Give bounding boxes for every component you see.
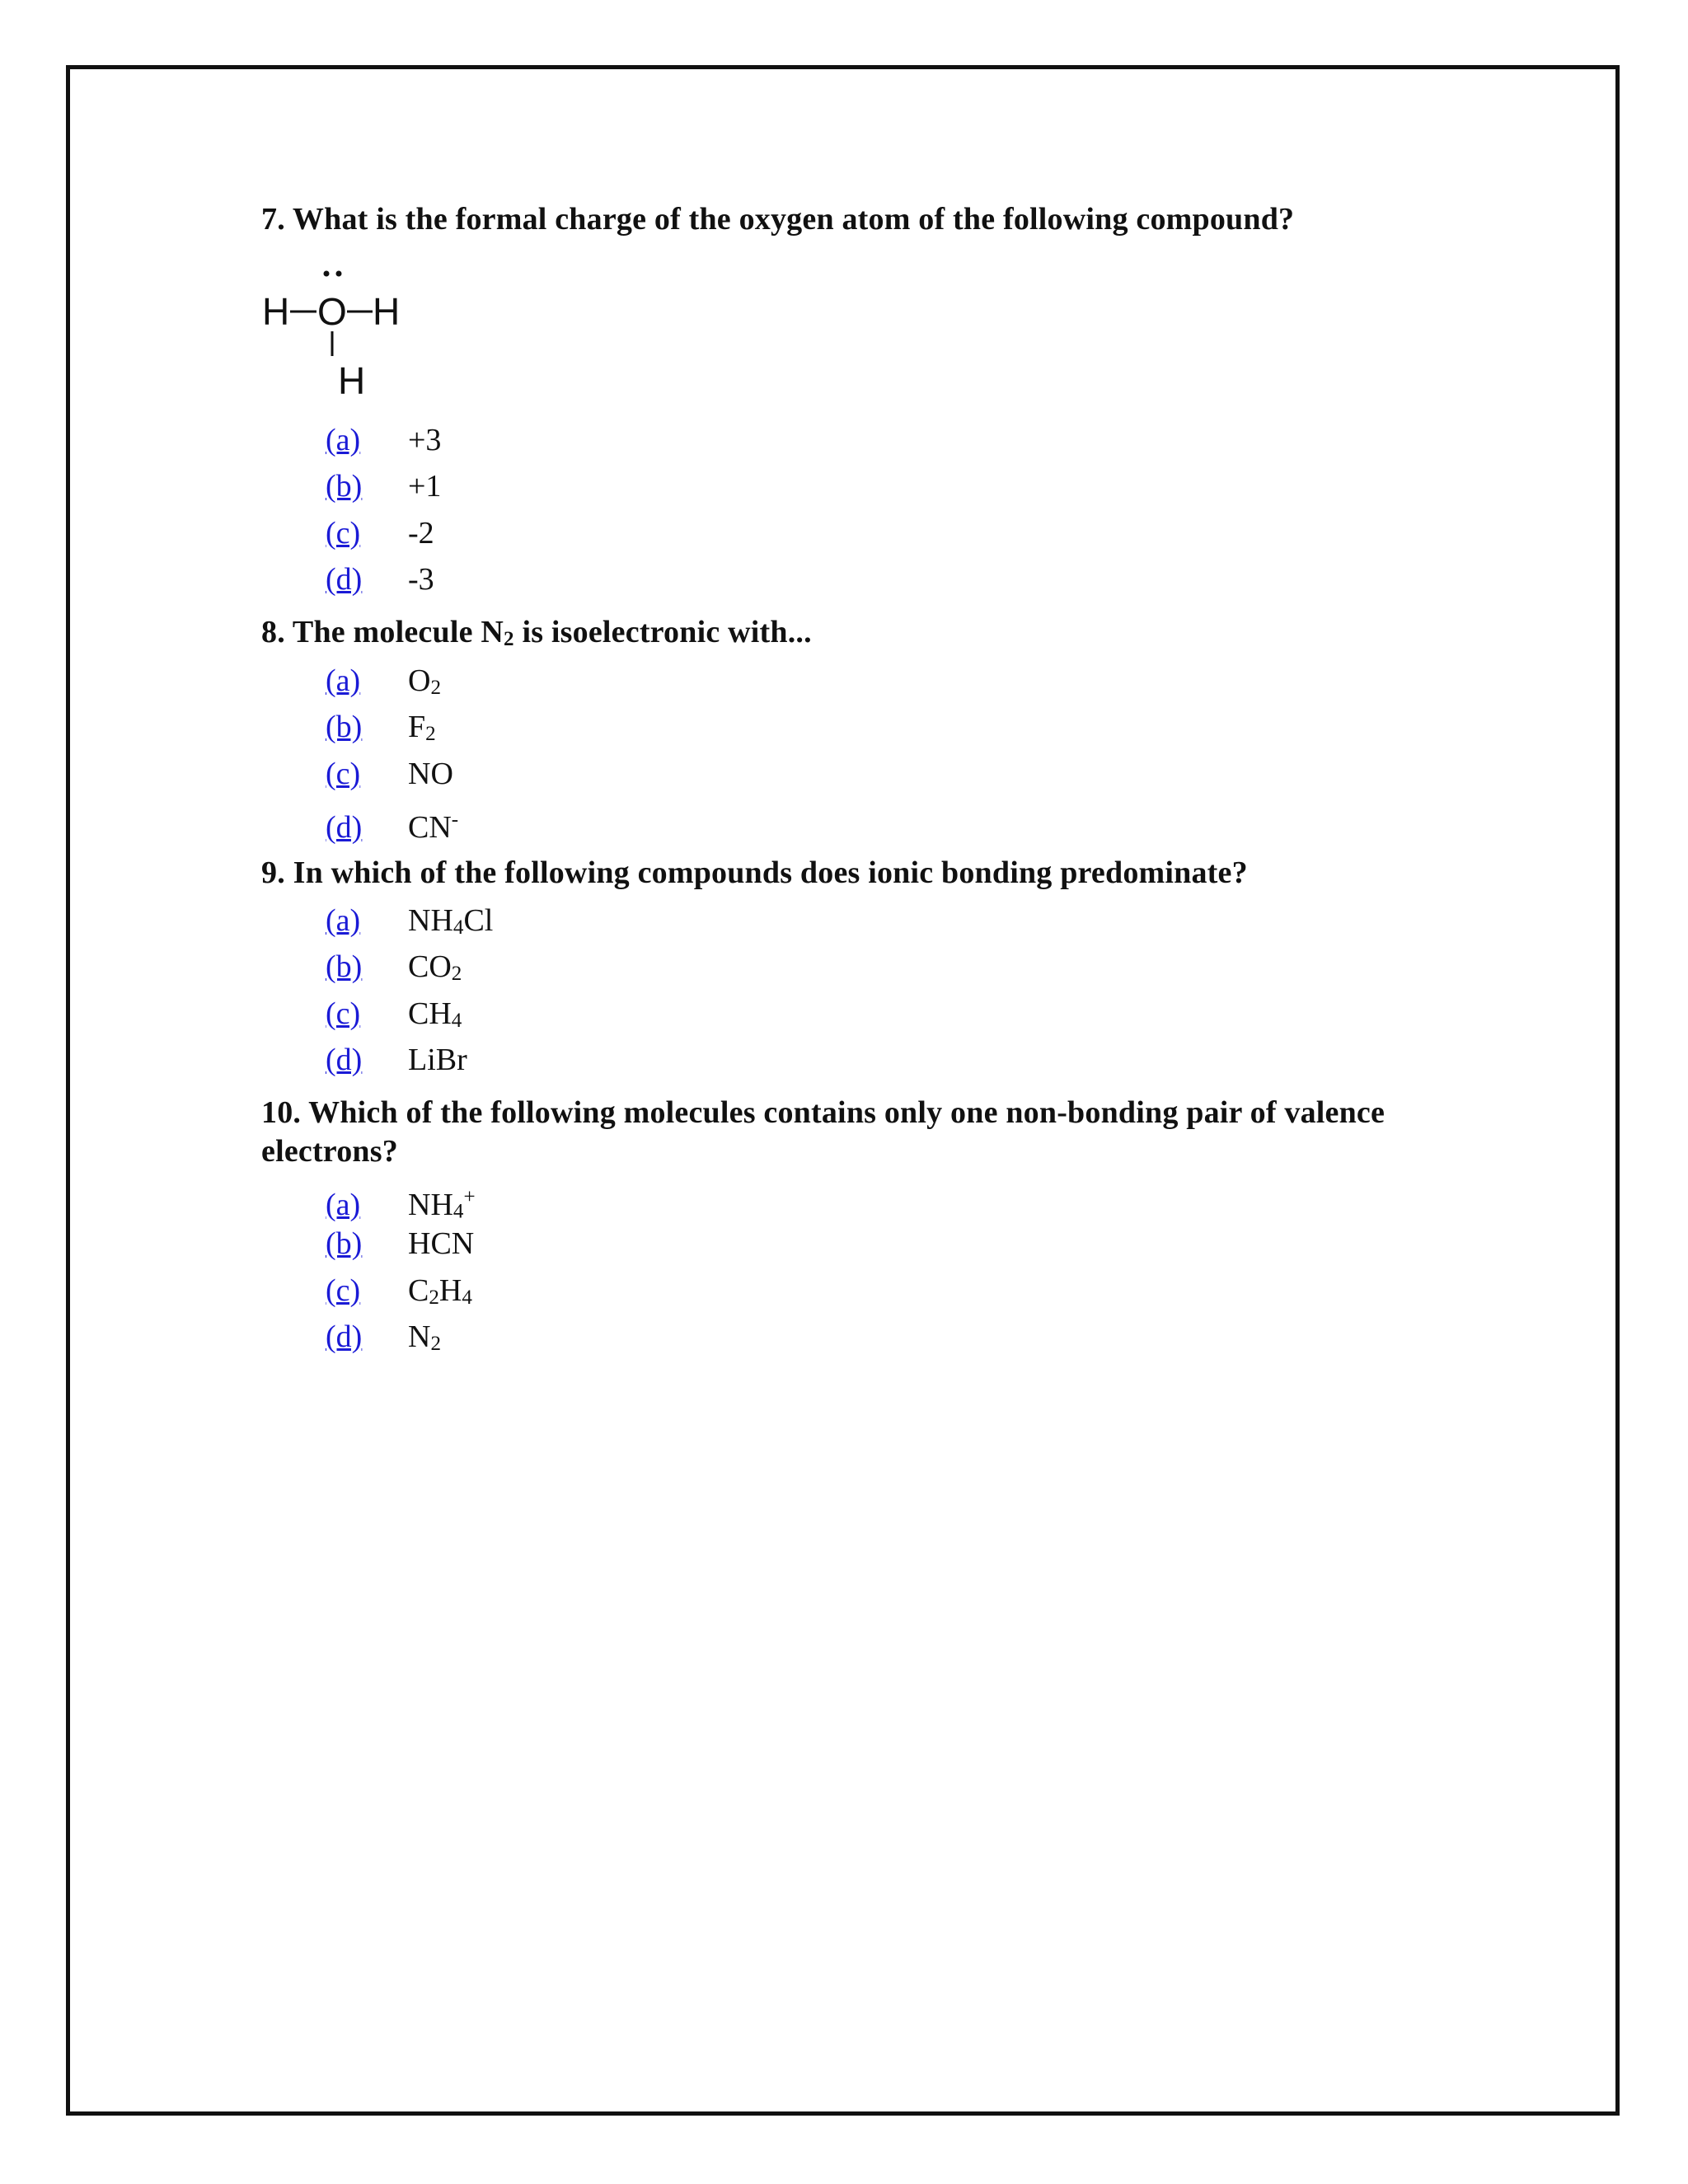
- option-letter-link[interactable]: (d): [326, 561, 363, 597]
- option-letter-link[interactable]: (b): [326, 469, 363, 504]
- option-10b: [326, 1221, 476, 1267]
- option-letter-link[interactable]: (c): [326, 756, 361, 791]
- option-9c: [326, 991, 493, 1037]
- option-formula: NH4Cl: [408, 903, 494, 939]
- option-letter-link[interactable]: (d): [326, 1042, 363, 1077]
- option-formula: C2H4: [408, 1272, 472, 1309]
- options-question-7: [326, 417, 441, 602]
- question-7: 7. What is the formal charge of the oxygen atom of the following compound?: [261, 202, 1295, 237]
- option-10a: [326, 1174, 476, 1221]
- option-text: +1: [408, 469, 442, 504]
- option-10d: [326, 1314, 476, 1360]
- atom-o: O: [317, 290, 347, 333]
- option-letter-link[interactable]: (d): [326, 809, 363, 845]
- option-8c: [326, 751, 458, 797]
- question-8-prefix: 8. The molecule N: [261, 615, 504, 649]
- option-text: NO: [408, 756, 453, 791]
- question-8-subscript: 2: [504, 627, 514, 650]
- option-formula: F2: [408, 710, 436, 746]
- atom-h-right: H: [373, 290, 401, 333]
- options-question-9: [326, 898, 493, 1083]
- water-hydronium-structure: [256, 262, 453, 406]
- question-9: 9. In which of the following compounds does ionic bonding predominate?: [261, 855, 1248, 890]
- option-7d: [326, 556, 441, 602]
- question-10: 10. Which of the following molecules contains only one non-bonding pair of valence electrons?: [261, 1095, 1386, 1169]
- option-formula: O2: [408, 663, 441, 699]
- options-question-8: [326, 658, 458, 843]
- option-8a: [326, 658, 458, 704]
- option-letter-link[interactable]: (d): [326, 1319, 363, 1354]
- option-7a: [326, 417, 441, 463]
- option-text: LiBr: [408, 1042, 467, 1077]
- option-7c: [326, 510, 441, 556]
- option-formula: CN-: [408, 808, 459, 845]
- option-text: +3: [408, 423, 442, 457]
- atom-h-left: H: [262, 290, 290, 333]
- option-9b: [326, 944, 493, 990]
- option-letter-link[interactable]: (b): [326, 710, 363, 745]
- option-letter-link[interactable]: (b): [326, 1226, 363, 1262]
- lone-pair-dot-1: [324, 271, 330, 277]
- option-7b: [326, 463, 441, 509]
- option-9d: [326, 1037, 493, 1083]
- option-10c: [326, 1268, 476, 1314]
- question-8: [261, 613, 812, 658]
- option-text: HCN: [408, 1226, 475, 1262]
- option-8b: [326, 704, 458, 750]
- lone-pair-dot-2: [336, 271, 342, 277]
- option-formula: NH4+: [408, 1186, 476, 1223]
- option-letter-link[interactable]: (c): [326, 996, 361, 1031]
- option-letter-link[interactable]: (b): [326, 949, 363, 985]
- option-letter-link[interactable]: (a): [326, 903, 361, 938]
- option-formula: N2: [408, 1319, 441, 1355]
- atom-h-bottom: H: [338, 359, 366, 402]
- option-letter-link[interactable]: (a): [326, 663, 361, 698]
- option-letter-link[interactable]: (c): [326, 515, 361, 551]
- question-8-suffix: is isoelectronic with...: [513, 615, 812, 649]
- option-text: -3: [408, 561, 434, 597]
- option-letter-link[interactable]: (a): [326, 1187, 361, 1222]
- option-formula: CH4: [408, 996, 462, 1032]
- option-letter-link[interactable]: (a): [326, 423, 361, 457]
- option-letter-link[interactable]: (c): [326, 1272, 361, 1308]
- option-text: -2: [408, 515, 434, 551]
- option-8d: [326, 797, 458, 843]
- option-9a: [326, 898, 493, 944]
- option-formula: CO2: [408, 949, 462, 986]
- options-question-10: [326, 1174, 476, 1360]
